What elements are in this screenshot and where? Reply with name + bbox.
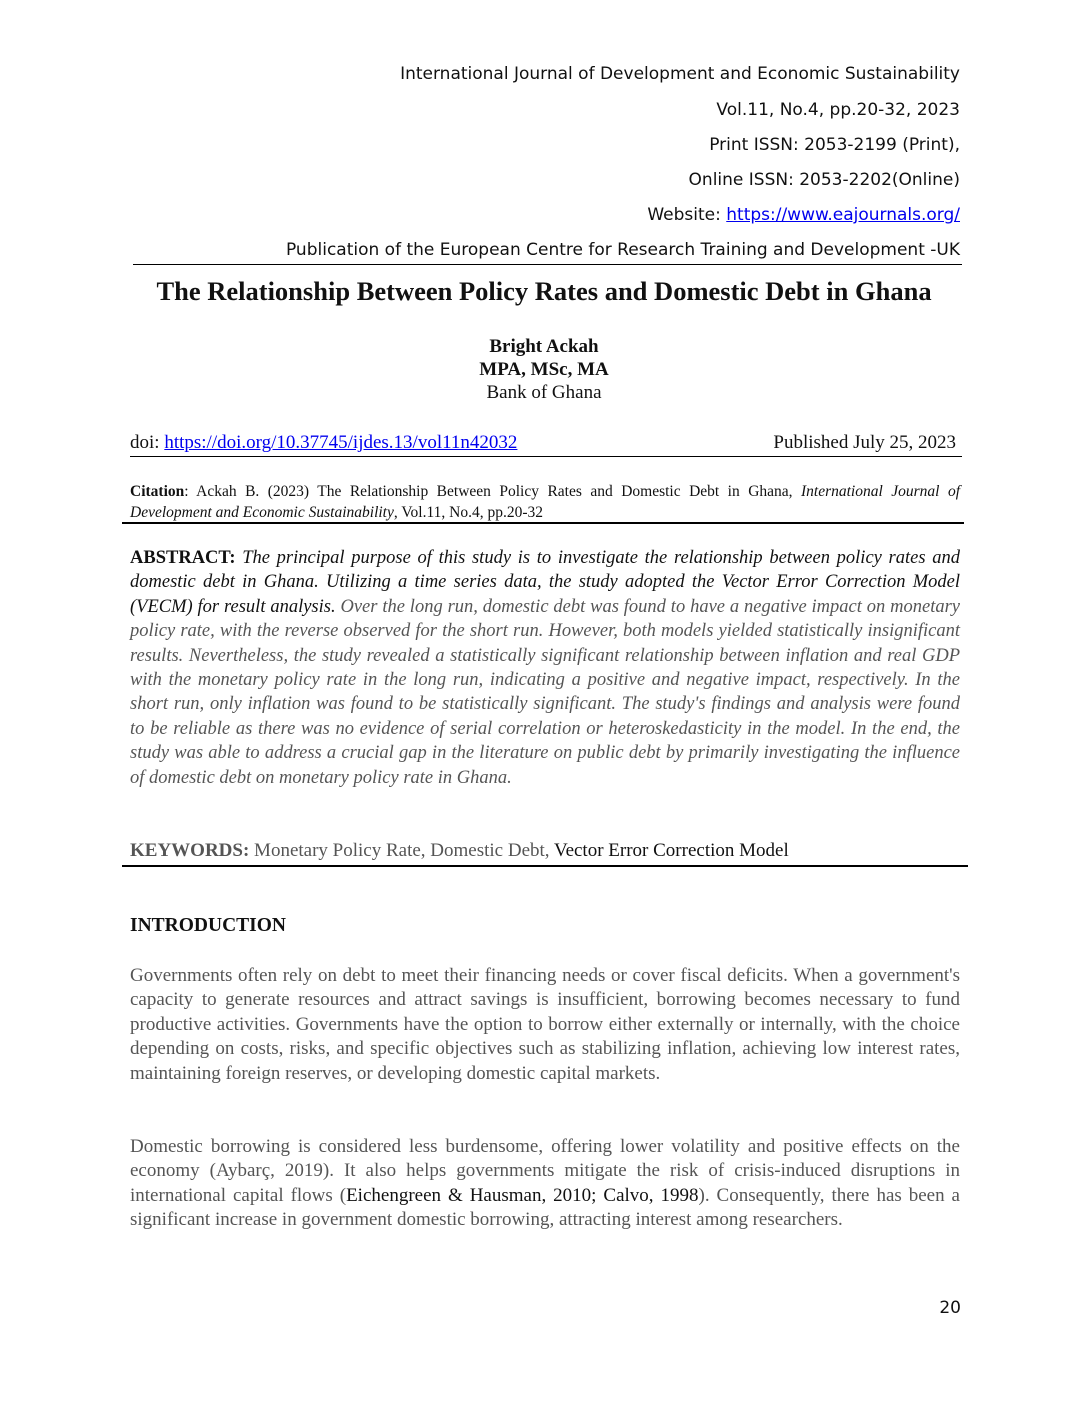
journal-name: International Journal of Development and Economic Sustainability	[400, 64, 960, 84]
page-number: 20	[939, 1298, 961, 1318]
citation-divider	[122, 522, 964, 524]
intro-paragraph-1: Governments often rely on debt to meet their financing needs or cover fiscal deficits. When a government's capacity to generate resources and attract savings is insufficient, borrowing becomes necessary to fund productive activities. Governments have the option to borrow either externally or internally, with the choice depending on costs, risks, and specific objectives such as stabilizing inflation, achieving low interest rates, maintaining foreign reserves, or developing domestic capital markets.	[130, 965, 960, 1084]
intro-paragraph-2	[130, 1135, 960, 1233]
website-label: Website:	[647, 205, 727, 225]
doi-divider	[130, 456, 962, 457]
doi-link[interactable]: https://doi.org/10.37745/ijdes.13/vol11n42032	[164, 432, 518, 453]
abstract-findings: Over the long run, domestic debt was found to have a negative impact on monetary policy rate, with the reverse observed for the short run. However, both models yielded statistically insignificant results. Nevertheless, the study revealed a statistically significant relationship between inflation and real GDP with the monetary policy rate in the long run, indicating a positive and negative impact, respectively. In the short run, only inflation was found to be statistically significant. The study's findings and analysis were found to be reliable as there was no evidence of serial correlation or heteroskedasticity in the model. In the end, the study was able to address a crucial gap in the literature on public debt by primarily investigating the influence of domestic debt on monetary policy rate in Ghana.	[130, 596, 960, 788]
intro-p2-citation: Eichengreen & Hausman, 2010; Calvo, 1998	[346, 1184, 699, 1206]
website-link[interactable]: https://www.eajournals.org/	[726, 205, 960, 225]
author-affiliation: Bank of Ghana	[486, 382, 602, 403]
keywords-list: Monetary Policy Rate, Domestic Debt,	[249, 840, 554, 861]
citation-volume: , Vol.11, No.4, pp.20-32	[393, 504, 544, 521]
citation-label: Citation	[130, 483, 185, 500]
abstract-purpose: The principal purpose of this study is to investigate the relationship between policy rates and domestic debt in Ghana. Utilizing a time series data, the study adopted the Vector Error Correction Model (VECM) for result analysis.	[130, 548, 960, 617]
author-degrees: MPA, MSc, MA	[479, 359, 609, 380]
doi-line	[130, 432, 960, 454]
citation-journal: International Journal of Development and Economic Sustainability	[130, 483, 961, 521]
volume-info: Vol.11, No.4, pp.20-32, 2023	[716, 100, 960, 120]
doi-label: doi:	[130, 432, 165, 453]
paper-title: The Relationship Between Policy Rates and Domestic Debt in Ghana	[156, 276, 932, 306]
header-divider	[133, 264, 962, 265]
citation	[130, 481, 960, 523]
published-date: Published July 25, 2023	[773, 432, 956, 453]
abstract-label: ABSTRACT:	[130, 548, 243, 568]
publisher-line: Publication of the European Centre for Research Training and Development -UK	[285, 240, 960, 260]
keywords-last: Vector Error Correction Model	[553, 840, 789, 861]
online-issn: Online ISSN: 2053-2202(Online)	[688, 170, 960, 190]
keywords-divider	[122, 865, 968, 867]
introduction-heading: INTRODUCTION	[130, 915, 287, 936]
print-issn: Print ISSN: 2053-2199 (Print),	[709, 135, 960, 155]
keywords	[130, 840, 960, 862]
citation-text: : Ackah B. (2023) The Relationship Between Policy Rates and Domestic Debt in Ghana,	[184, 483, 801, 500]
abstract	[130, 546, 960, 790]
intro-p2-text-end: ). Consequently, there has been a significant increase in government domestic borrowing, attracting interest among researchers.	[130, 1184, 960, 1231]
website-line	[647, 205, 960, 225]
author-name: Bright Ackah	[489, 336, 599, 357]
keywords-label: KEYWORDS:	[130, 840, 250, 861]
intro-p2-text: Domestic borrowing is considered less burdensome, offering lower volatility and positive effects on the economy (Aybarç, 2019). It also helps governments mitigate the risk of crisis-induced disruptions in international capital flows (	[130, 1136, 960, 1206]
